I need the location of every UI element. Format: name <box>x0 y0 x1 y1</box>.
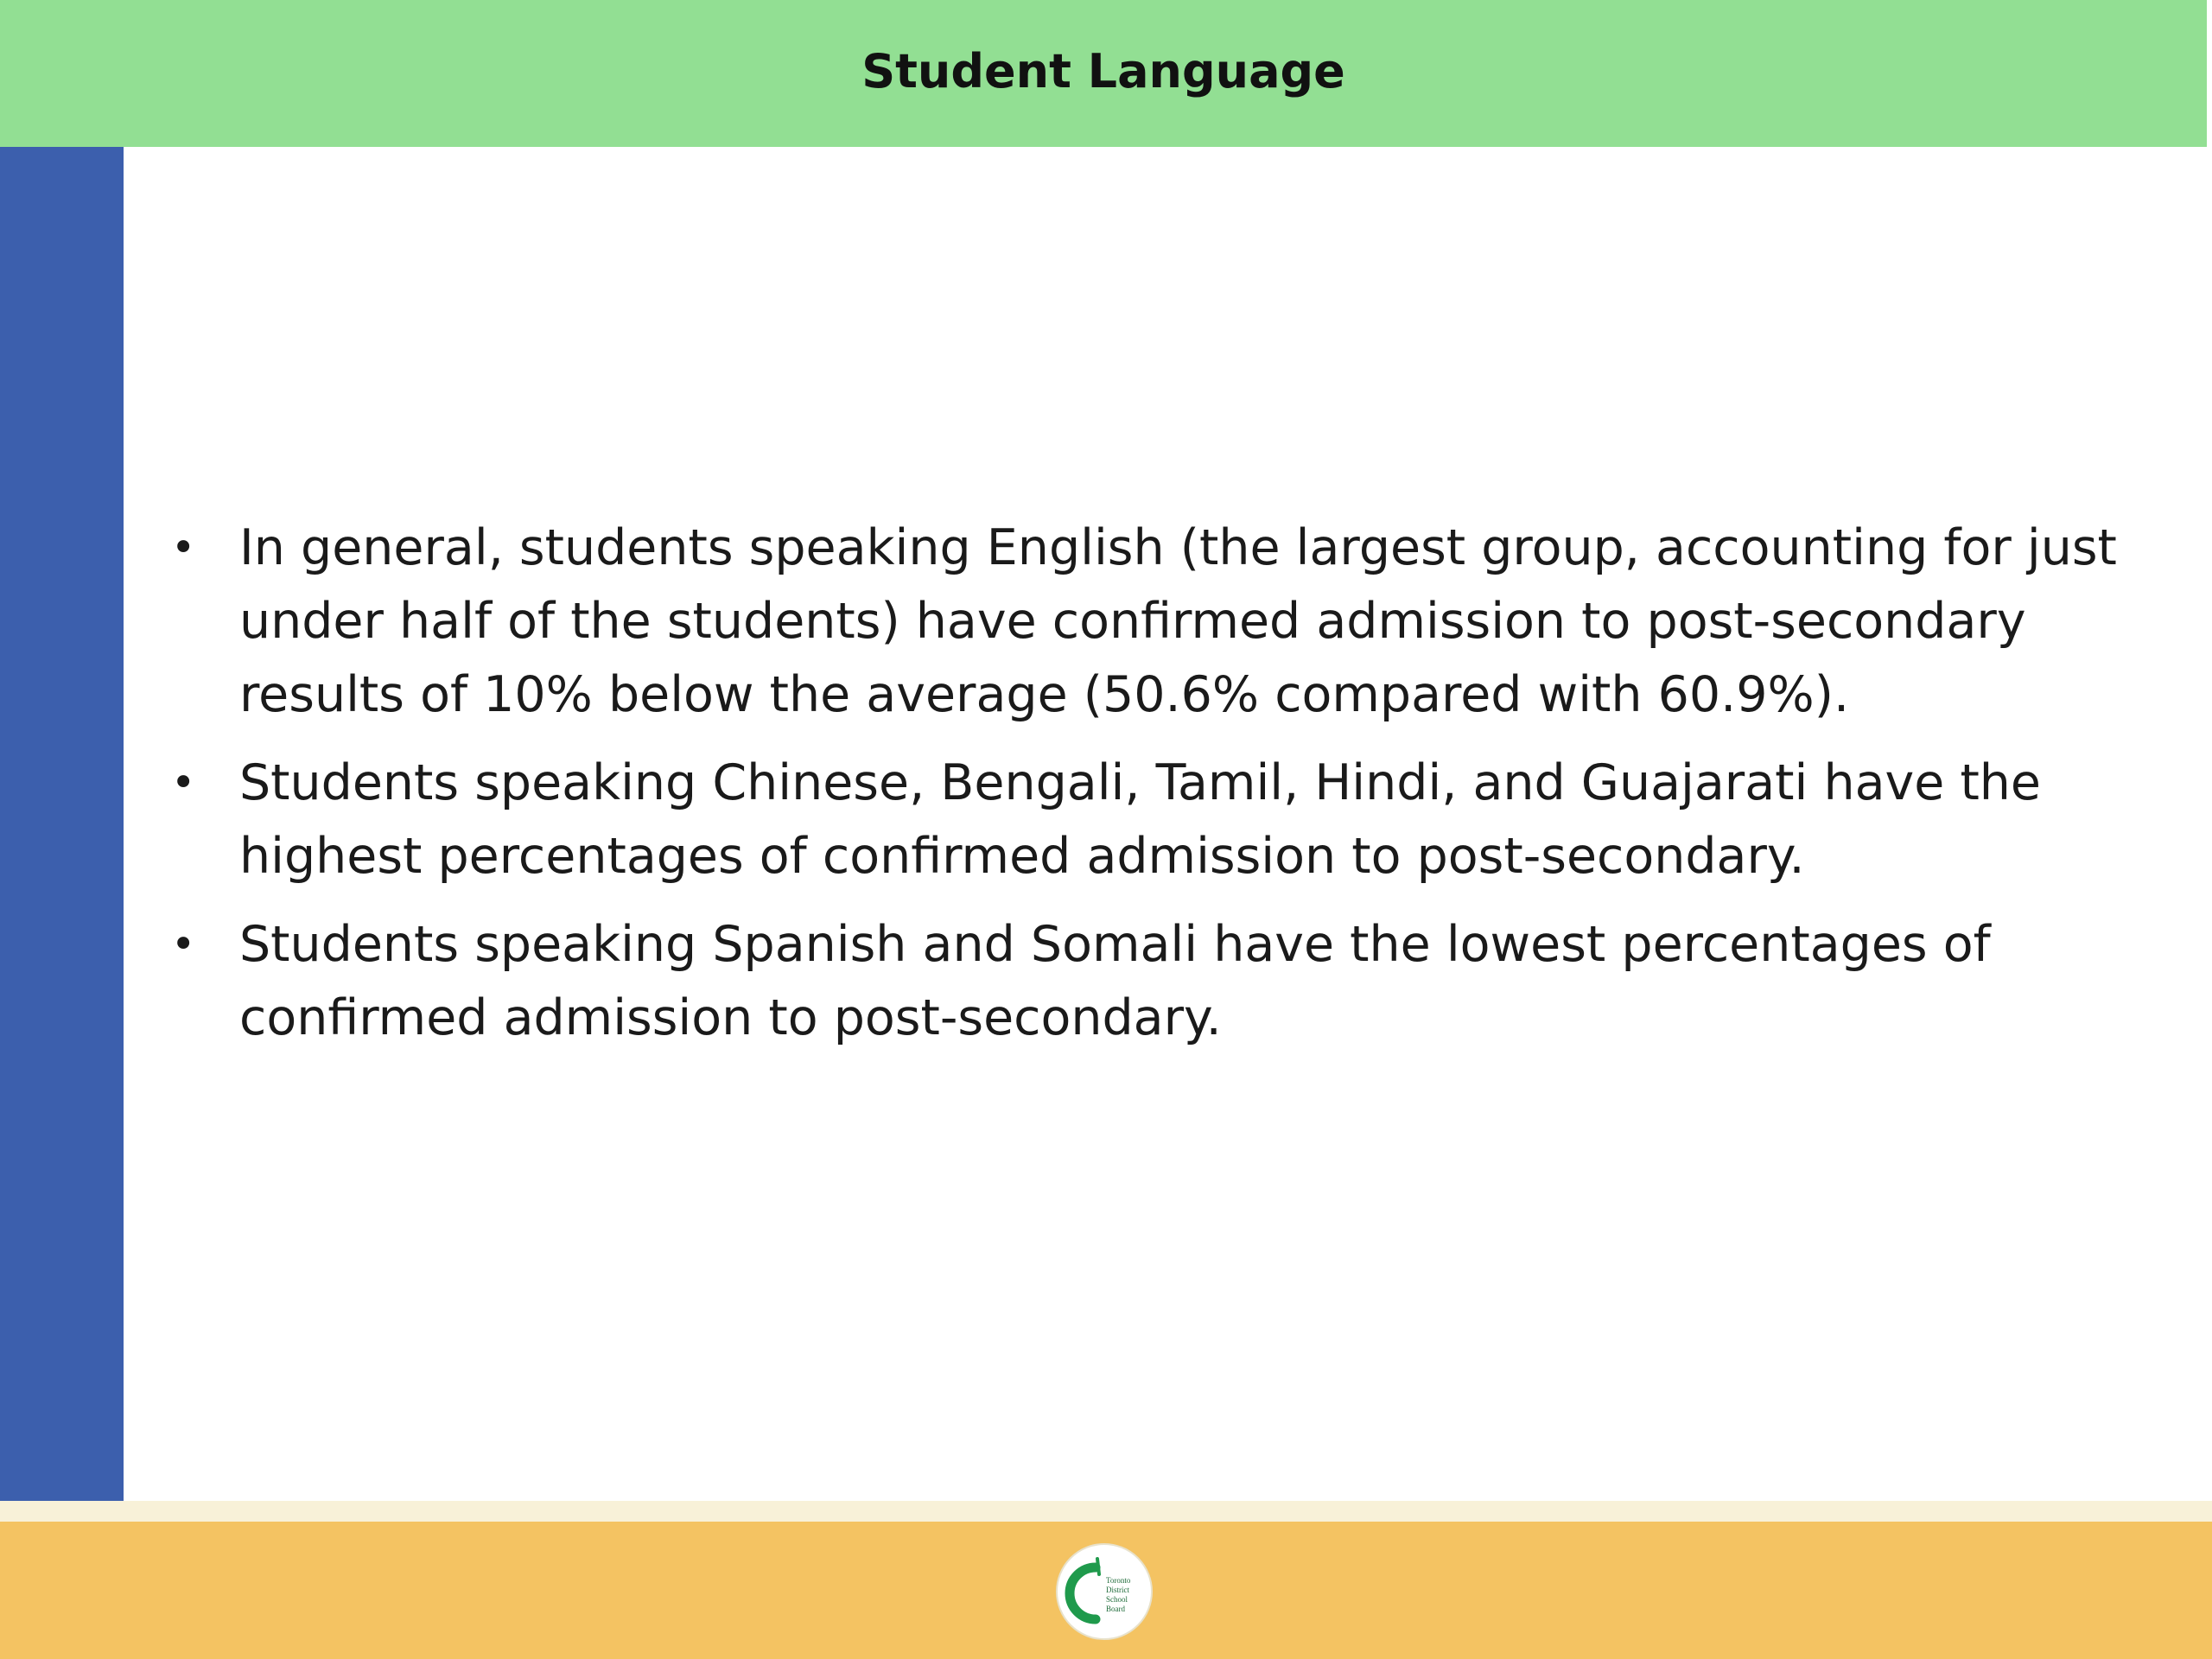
bullet-list <box>164 512 2134 1070</box>
left-accent-band <box>0 147 124 1501</box>
tdsb-logo-icon <box>1058 1545 1151 1638</box>
logo-text-line: Toronto <box>1106 1576 1131 1585</box>
bullet-line: In general, students speaking English (the largest group, accounting for just <box>239 519 2117 576</box>
bullet-item <box>164 512 2134 732</box>
bullet-line: confirmed admission to post-secondary. <box>239 989 1222 1046</box>
bullet-line: under half of the students) have confirmed admission to post-secondary <box>239 593 2026 650</box>
bullet-line: results of 10% below the average (50.6% compared with 60.9%). <box>239 666 1850 723</box>
bullet-item <box>164 908 2134 1055</box>
logo-text-line: District <box>1106 1586 1129 1594</box>
footer-divider <box>0 1501 2212 1522</box>
school-board-logo <box>1056 1543 1153 1640</box>
bullet-line: Students speaking Chinese, Bengali, Tamil, Hindi, and Guajarati have the <box>239 754 2041 811</box>
bullet-icon: • <box>171 759 196 807</box>
bullet-line: highest percentages of confirmed admission to post-secondary. <box>239 828 1805 885</box>
header-bar <box>0 0 2207 147</box>
slide-title: Student Language <box>861 43 1345 99</box>
logo-text-line: Board <box>1106 1605 1125 1613</box>
logo-text-line: School <box>1106 1595 1128 1604</box>
bullet-line: Students speaking Spanish and Somali have the lowest percentages of <box>239 916 1991 973</box>
bullet-item <box>164 747 2134 893</box>
bullet-icon: • <box>171 920 196 969</box>
bullet-icon: • <box>171 524 196 572</box>
